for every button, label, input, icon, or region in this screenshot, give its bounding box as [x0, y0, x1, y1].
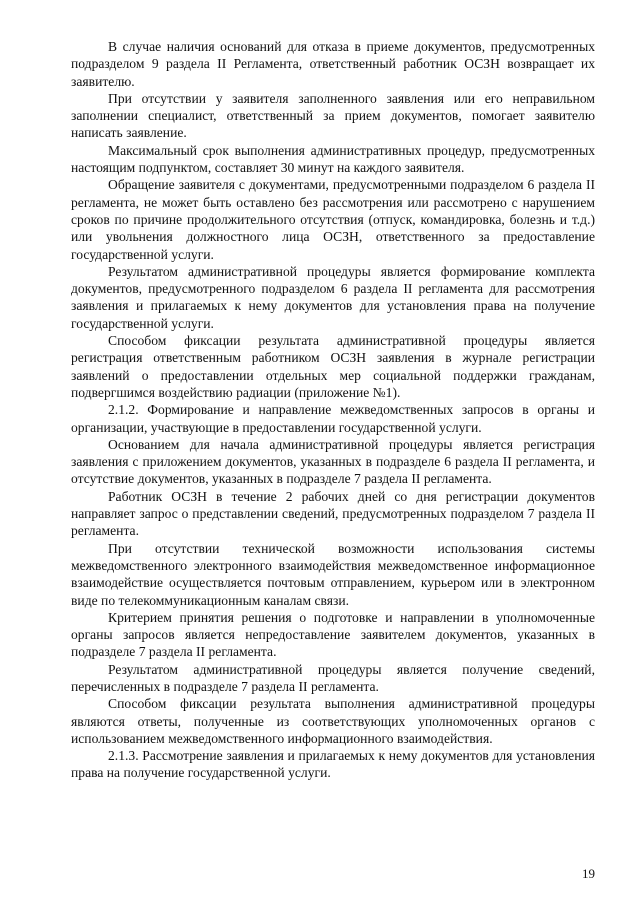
paragraph-decision-criterion: Критерием принятия решения о подготовке и направлении в уполномоченные органы запросов является непредоставление заявителем документов, указанных в подразделе 7 раздела II регламента.	[71, 609, 595, 660]
paragraph-procedure-basis: Основанием для начала административной процедуры является регистрация заявления с приложением документов, указанных в подразделе 6 раздела II регламента, и отсутствие документов, указанных в подразделе 7 раздела II регламента.	[71, 436, 595, 487]
document-body	[71, 38, 595, 782]
paragraph-request-deadline: Работник ОСЗН в течение 2 рабочих дней со дня регистрации документов направляет запрос о представлении сведений, предусмотренных подразделом 7 раздела II регламента.	[71, 488, 595, 539]
paragraph-result-info: Результатом административной процедуры является получение сведений, перечисленных в подразделе 7 раздела II регламента.	[71, 661, 595, 694]
paragraph-application-help: При отсутствии у заявителя заполненного заявления или его неправильном заполнении специалист, ответственный за прием документов, помогает заявителю написать заявление.	[71, 90, 595, 141]
paragraph-max-duration: Максимальный срок выполнения административных процедур, предусмотренных настоящим подпунктом, составляет 30 минут на каждого заявителя.	[71, 142, 595, 176]
page-number: 19	[582, 866, 595, 881]
paragraph-result-fixation: Способом фиксации результата выполнения административной процедуры являются ответы, полученные из соответствующих уполномоченных органов с использованием межведомственного информационного взаимодействия.	[71, 696, 595, 746]
paragraph-result-registration: Способом фиксации результата административной процедуры является регистрация ответственным работником ОСЗН заявления в журнале регистрации заявлений о предоставлении отдельных мер социальной поддержки гражданам, подвергшимся воздействию радиации (приложение №1).	[71, 333, 595, 400]
paragraph-result-formation: Результатом административной процедуры является формирование комплекта документов, предусмотренного подразделом 6 раздела II регламента для рассмотрения заявления и прилагаемых к нему документов для установления права на получение государственной услуги.	[71, 263, 595, 331]
section-heading-2-1-3: 2.1.3. Рассмотрение заявления и прилагаемых к нему документов для установления права на получение государственной услуги.	[71, 748, 595, 781]
paragraph-refusal-return: В случае наличия оснований для отказа в приеме документов, предусмотренных подразделом 9 раздела II Регламента, ответственный работник ОСЗН возвращает их заявителю.	[71, 39, 595, 89]
section-heading-2-1-2: 2.1.2. Формирование и направление межведомственных запросов в органы и организации, участвующие в предоставлении государственной услуги.	[71, 402, 595, 435]
paragraph-no-technical-possibility: При отсутствии технической возможности использования системы межведомственного электронного взаимодействия межведомственное информационное взаимодействие осуществляется почтовым отправлением, курьером или в электронном виде по телекоммуникационным каналам связи.	[71, 540, 595, 608]
paragraph-no-delay: Обращение заявителя с документами, предусмотренными подразделом 6 раздела II регламента, не может быть оставлено без рассмотрения или рассмотрено с нарушением сроков по причине продолжительного отсутствия (отпуск, командировка, болезнь и т.д.) или увольнения должностного лица ОСЗН, ответственного за предоставление государственной услуги.	[71, 177, 595, 262]
